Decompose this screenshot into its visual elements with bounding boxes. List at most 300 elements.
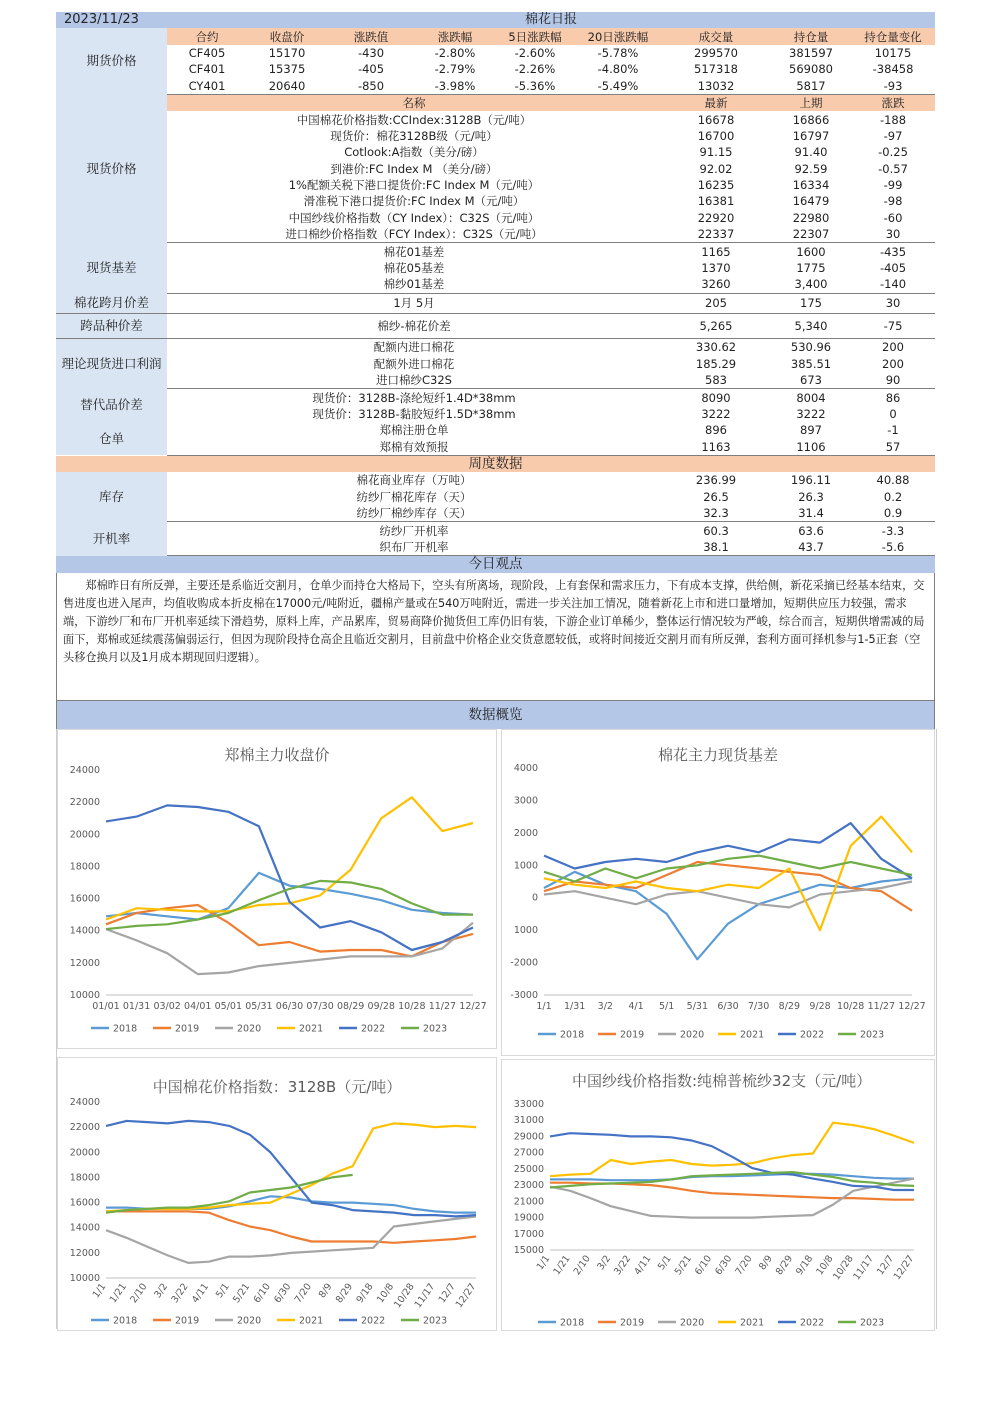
x-tick-label: 5/1 [656,1253,674,1272]
x-tick-label: 1/21 [107,1281,130,1305]
x-tick-label: 1/1 [536,1000,552,1012]
x-tick-label: 2/10 [571,1253,593,1277]
y-tick-label: -2000 [510,957,538,969]
section-label: 仓单 [56,422,167,455]
item-name: 1%配额关税下港口提货价:FC Index M（元/吨） [288,178,540,193]
y-tick-label: 10000 [69,1272,100,1284]
value-cell: 205 [661,293,771,314]
x-tick-label: 12/27 [453,1281,479,1310]
futures-cell: 5817 [771,78,851,95]
value-cell: -140 [851,276,935,293]
value-cell: -97 [883,128,903,143]
column-header: 名称 [167,94,661,111]
table-row [56,339,935,356]
value-cell: 16797 [792,128,830,143]
value-cell: 57 [851,438,935,455]
report-date: 2023/11/23 [56,12,167,28]
y-tick-label: 24000 [69,764,100,776]
futures-cell: -2.60% [514,45,556,60]
futures-cell: 299570 [694,45,738,60]
table-row [56,45,935,61]
value-cell: 40.88 [876,473,910,488]
value-cell: 22920 [697,210,735,225]
item-name: 中国纱线价格指数（CY Index）：C32S（元/吨） [288,210,540,225]
table-row [56,144,935,160]
legend-label: 2022 [800,1317,825,1329]
y-tick-label: 22000 [69,1121,100,1133]
x-tick-label: 8/29 [333,1281,356,1305]
column-header: 持仓量 [771,28,851,44]
futures-cell: 15170 [268,45,306,60]
legend-label: 2021 [299,1023,324,1035]
futures-cell: 10175 [874,45,912,60]
futures-cell: 20640 [247,78,327,95]
legend-label: 2018 [113,1315,138,1327]
value-cell: 30 [851,226,935,243]
x-tick-label: 6/30 [272,1281,294,1305]
item-name: Cotlook:A指数（美分/磅） [344,145,484,160]
table-row [56,61,935,77]
item-name: 纺纱厂棉花库存（天） [356,489,472,504]
value-cell: 8090 [701,390,731,405]
y-tick-label: 25000 [513,1163,544,1175]
series-line-2023 [106,881,473,929]
chart-yarn-index-plot [502,1060,934,1330]
value-cell: -188 [879,112,907,127]
item-name: 纺纱厂棉纱库存（天） [167,505,661,522]
futures-cell: CF405 [188,45,226,60]
column-header: 收盘价 [247,28,327,44]
item-name: 现货价：3128B-涤纶短纤1.4D*38mm [312,390,516,405]
value-cell: 897 [800,423,822,438]
x-tick-label: 09/28 [367,1000,395,1012]
value-cell: 26.5 [703,489,729,504]
table-row [56,226,935,243]
item-name: 进口棉纱价格指数（FCY Index）：C32S（元/吨） [167,226,661,243]
x-tick-label: 9/28 [809,1000,831,1012]
value-cell: 30 [851,293,935,314]
x-tick-label: 11/17 [412,1281,438,1310]
value-cell: 16235 [697,178,735,193]
column-header: 上期 [771,94,851,111]
x-tick-label: 4/11 [632,1253,654,1277]
futures-cell: -5.49% [575,78,661,95]
legend-label: 2018 [560,1317,585,1329]
value-cell: 91.15 [699,145,733,160]
x-tick-label: 7/20 [292,1281,315,1305]
value-cell: -60 [883,210,903,225]
value-cell: -1 [887,423,899,438]
value-cell: 185.29 [695,356,737,371]
x-tick-label: 10/28 [398,1000,426,1012]
item-name: 到港价:FC Index M （美分/磅） [330,161,498,176]
series-line-2018 [106,873,473,920]
y-tick-label: 21000 [513,1195,544,1207]
x-tick-label: 6/30 [717,1000,739,1012]
report-title: 棉花日报 [167,12,935,28]
y-tick-label: 27000 [513,1147,544,1159]
value-cell: 1775 [796,261,826,276]
column-header: 持仓量变化 [851,28,935,44]
futures-cell: -2.26% [514,62,556,77]
item-name: 现货价：棉花3128B级（元/吨） [330,128,498,143]
x-tick-label: 9/18 [794,1253,816,1277]
futures-cell: CY401 [167,78,247,95]
value-cell: -0.25 [878,145,908,160]
value-cell: 22980 [792,210,830,225]
chart-cc-index-plot [58,1058,496,1330]
x-tick-label: 8/29 [773,1253,796,1277]
y-tick-label: 29000 [513,1131,544,1143]
x-tick-label: 01/31 [122,1000,151,1012]
chart-title: 棉花主力现货基差 [657,745,778,764]
item-name: 滑准税下港口提货价:FC Index M（元/吨） [303,194,525,209]
x-tick-label: 12/27 [891,1253,917,1282]
series-line-2022 [106,1121,476,1217]
y-tick-label: 3000 [513,795,538,807]
x-tick-label: 5/21 [231,1281,253,1305]
x-tick-label: 4/11 [189,1281,212,1305]
value-cell: 236.99 [695,473,737,488]
value-cell: 0.9 [851,505,935,522]
value-cell: 673 [771,372,851,389]
y-tick-label: 14000 [69,1222,100,1234]
section-label: 期货价格 [56,28,167,94]
item-name: 棉纱01基差 [167,276,661,293]
value-cell: 16334 [792,178,830,193]
value-cell: 3222 [701,406,731,421]
value-cell: 385.51 [790,356,832,371]
y-tick-label: 1000 [513,859,538,871]
section-label: 库存 [56,472,167,522]
futures-cell: -4.80% [597,62,639,77]
x-tick-label: 8/29 [778,1000,801,1012]
y-tick-label: 16000 [69,893,100,905]
value-cell: 16700 [697,128,735,143]
y-tick-label: 12000 [69,1247,100,1259]
table-row [56,12,935,28]
x-tick-label: 12/27 [459,1000,487,1012]
legend-label: 2020 [237,1315,262,1327]
x-tick-label: 6/10 [692,1253,715,1277]
value-cell: -0.57 [878,161,908,176]
section-label: 理论现货进口利润 [56,339,167,389]
x-tick-label: 12/7 [874,1253,897,1277]
table-row [56,193,935,209]
futures-cell: -93 [851,78,935,95]
table-row [56,260,935,276]
y-tick-label: 24000 [69,1096,100,1108]
legend-label: 2022 [800,1029,825,1041]
series-line-2018 [106,1196,476,1212]
value-cell: 43.7 [771,539,851,556]
futures-cell: -2.79% [434,62,476,77]
value-cell: 31.4 [771,505,851,522]
table-row [56,210,935,226]
x-tick-label: 8/9 [757,1253,775,1272]
x-tick-label: 6/30 [713,1253,735,1277]
value-cell: 38.1 [661,539,771,556]
x-tick-label: 6/10 [251,1281,273,1305]
x-tick-label: 01/01 [92,1000,120,1012]
legend-label: 2018 [113,1023,138,1035]
value-cell: 92.02 [699,161,733,176]
y-tick-label: 22000 [69,796,100,808]
x-tick-label: 4/1 [628,1000,644,1012]
x-tick-label: 3/2 [597,1000,613,1012]
value-cell: 5,265 [661,314,771,339]
table-row [56,78,935,95]
table-row [56,422,935,438]
value-cell: 16479 [792,194,830,209]
x-tick-label: 10/8 [374,1281,397,1305]
section-label: 开机率 [56,522,167,556]
y-tick-label: 10000 [69,989,100,1001]
item-name: 中国棉花价格指数:CCIndex:3128B（元/吨） [296,112,532,127]
x-tick-label: 06/30 [275,1000,304,1012]
value-cell: 92.59 [794,161,828,176]
y-tick-label: 0 [531,892,538,904]
value-cell: 0.2 [883,489,903,504]
futures-cell: -3.98% [415,78,495,95]
column-header: 涨跌 [851,94,935,111]
table-row [56,472,935,488]
charts-area [56,729,937,1329]
table-row [56,389,935,406]
chart-zhengmian-close-plot [58,730,496,1048]
weekly-data-title: 周度数据 [56,455,935,472]
series-line-2022 [106,805,473,950]
legend-label: 2020 [680,1029,705,1041]
table-row [56,438,935,455]
legend-label: 2021 [740,1029,765,1041]
legend-label: 2020 [237,1023,262,1035]
x-tick-label: 03/02 [153,1000,181,1012]
value-cell: -5.6 [851,539,935,556]
table-row [56,128,935,144]
x-tick-label: 3/22 [612,1253,634,1277]
value-cell: -75 [851,314,935,339]
x-tick-label: 11/17 [851,1253,877,1282]
y-tick-label: 15000 [513,1244,544,1256]
value-cell: 60.3 [703,523,729,538]
item-name: 配额内进口棉花 [373,340,455,355]
item-name: 进口棉纱C32S [167,372,661,389]
y-tick-label: 23000 [513,1179,544,1191]
value-cell: 200 [882,340,904,355]
futures-cell: -5.78% [597,45,639,60]
series-line-2023 [544,855,912,881]
x-tick-label: 10/28 [836,1000,865,1012]
futures-cell: -2.80% [434,45,476,60]
value-cell: 0 [889,406,897,421]
value-cell: 22307 [771,226,851,243]
x-tick-label: 1/1 [90,1281,109,1300]
futures-cell: -405 [357,62,385,77]
value-cell: 3222 [796,406,826,421]
item-name: 棉花商业库存（万吨） [356,473,472,488]
value-cell: 1163 [661,438,771,455]
table-row [56,94,935,111]
item-name: 棉花05基差 [383,261,445,276]
legend-label: 2019 [620,1029,645,1041]
y-tick-label: 18000 [69,861,100,873]
chart-yarn-index [501,1059,935,1331]
table-row [56,243,935,260]
chart-title: 中国纱线价格指数:纯棉普梳纱32支（元/吨） [572,1071,872,1090]
x-tick-label: 5/1 [214,1281,232,1300]
chart-title: 中国棉花价格指数：3128B（元/吨） [152,1077,402,1096]
value-cell: -99 [883,178,903,193]
y-tick-label: 20000 [69,828,100,840]
legend-label: 2018 [560,1029,585,1041]
value-cell: 90 [851,372,935,389]
futures-cell: CF401 [188,62,226,77]
table-row [56,276,935,293]
section-label: 棉花跨月价差 [56,293,167,314]
value-cell: 1106 [771,438,851,455]
legend-label: 2023 [860,1029,885,1041]
y-tick-label: 33000 [513,1098,544,1110]
x-tick-label: 07/30 [306,1000,334,1012]
value-cell: -405 [879,261,907,276]
item-name: 郑棉注册仓单 [379,423,449,438]
item-name: 棉纱-棉花价差 [167,314,661,339]
column-header: 合约 [167,28,247,44]
table-row [56,314,935,339]
y-tick-label: 14000 [69,925,100,937]
table-row [56,372,935,389]
value-cell: 896 [705,423,727,438]
item-name: 棉花01基差 [383,244,445,259]
y-tick-label: 20000 [69,1146,100,1158]
value-cell: 22337 [661,226,771,243]
item-name: 郑棉有效预报 [167,438,661,455]
legend-label: 2023 [423,1315,448,1327]
table-row [56,539,935,556]
table-row [56,455,935,472]
value-cell: 3,400 [771,276,851,293]
legend-label: 2019 [620,1317,645,1329]
item-name: 纺纱厂开机率 [379,523,449,538]
value-cell: 1370 [701,261,731,276]
x-tick-label: 11/27 [428,1000,457,1012]
today-opinion-text: 郑棉昨日有所反弹，主要还是系临近交割月，仓单少而持仓大格局下，空头有所离场，现阶段，上有套保和需求压力，下有成本支撑，供给侧，新花采摘已经基本结束，交售进度也进入尾声，均值收购成本折皮棉在17000元/吨附近，疆棉产量或在540万吨附近，需进一步关注加工情况，随着新花上市和进口量增加，短期供应压力较强，需求端，下游纱厂和布厂开机率延续下滑趋势，原料上库，产品累库，贸易商降价抛货但工库仍旧有装，下游企业订单稀少，整体运行情况较为严峻，综合而言，短期供增需减的局面下，郑棉或延续震荡偏弱运行，但因为现阶段持仓高企且临近交割月，目前盘中价格企业交货意愿较低，或将时间接近交割月而有所反弹，套利方面可择机参与1-5正套（空头移仓换月以及1月成本期现回归逻辑）。 [56,573,935,701]
value-cell: 196.11 [790,473,832,488]
y-tick-label: 2000 [513,827,538,839]
table-row [56,556,935,573]
table-row [56,161,935,177]
x-tick-label: 8/9 [316,1281,335,1300]
legend-label: 2019 [175,1023,200,1035]
x-tick-label: 3/2 [152,1281,171,1300]
item-name: 织布厂开机率 [167,539,661,556]
value-cell: 583 [661,372,771,389]
y-tick-label: 1000 [513,924,538,936]
value-cell: 16678 [697,112,735,127]
section-label: 现货价格 [56,94,167,243]
chart-zhengmian-close [57,729,497,1049]
section-label: 替代品价差 [56,389,167,422]
x-tick-label: 2/10 [128,1281,150,1305]
x-tick-label: 08/29 [336,1000,365,1012]
x-tick-label: 3/22 [169,1281,191,1305]
section-label: 现货基差 [56,243,167,293]
value-cell: 32.3 [661,505,771,522]
x-tick-label: 12/27 [898,1000,926,1012]
futures-cell: -430 [357,45,385,60]
x-tick-label: 5/21 [672,1253,695,1277]
y-tick-label: 18000 [69,1172,100,1184]
futures-cell: 517318 [694,62,738,77]
x-tick-label: 11/27 [867,1000,896,1012]
table-row [56,505,935,522]
x-tick-label: 1/21 [551,1253,573,1277]
x-tick-label: 1/31 [563,1000,586,1012]
x-tick-label: 3/2 [595,1253,614,1272]
chart-title: 郑棉主力收盘价 [224,745,330,764]
table-row [56,356,935,372]
value-cell: 5,340 [771,314,851,339]
legend-label: 2021 [740,1317,765,1329]
x-tick-label: 05/31 [245,1000,273,1012]
x-tick-label: 04/01 [184,1000,212,1012]
y-tick-label: 17000 [513,1228,544,1240]
x-tick-label: 10/28 [392,1281,417,1310]
value-cell: 330.62 [695,340,737,355]
value-cell: 63.6 [798,523,824,538]
legend-label: 2020 [680,1317,705,1329]
x-tick-label: 5/31 [686,1000,709,1012]
daily-report-table [56,12,935,573]
value-cell: 16866 [792,112,830,127]
value-cell: -435 [879,244,907,259]
column-header: 涨跌值 [327,28,415,44]
legend-label: 2023 [860,1317,885,1329]
x-tick-label: 7/20 [733,1253,755,1277]
legend-label: 2023 [423,1023,448,1035]
x-tick-label: 10/8 [814,1253,836,1277]
value-cell: 26.3 [798,489,824,504]
value-cell: 91.40 [794,145,828,160]
table-row [56,293,935,314]
table-row [56,111,935,127]
value-cell: 1600 [796,244,826,259]
column-header: 5日涨跌幅 [495,28,575,44]
futures-cell: 13032 [661,78,771,95]
y-tick-label: -3000 [510,989,538,1001]
table-row [56,406,935,422]
chart-main-basis [501,729,935,1056]
chart-main-basis-plot [502,730,934,1055]
value-cell: 3260 [661,276,771,293]
table-row [56,177,935,193]
column-header: 成交量 [661,28,771,44]
y-tick-label: 16000 [69,1197,100,1209]
series-line-2021 [550,1122,914,1176]
value-cell: 16381 [697,194,735,209]
legend-label: 2022 [361,1023,386,1035]
value-cell: 86 [885,390,901,405]
table-row [56,28,935,44]
x-tick-label: 10/28 [831,1253,856,1282]
y-tick-label: 12000 [69,957,100,969]
value-cell: 530.96 [790,340,832,355]
data-overview-title: 数据概览 [56,701,935,729]
legend-label: 2022 [361,1315,386,1327]
value-cell: 175 [771,293,851,314]
series-line-2020 [106,1216,476,1263]
